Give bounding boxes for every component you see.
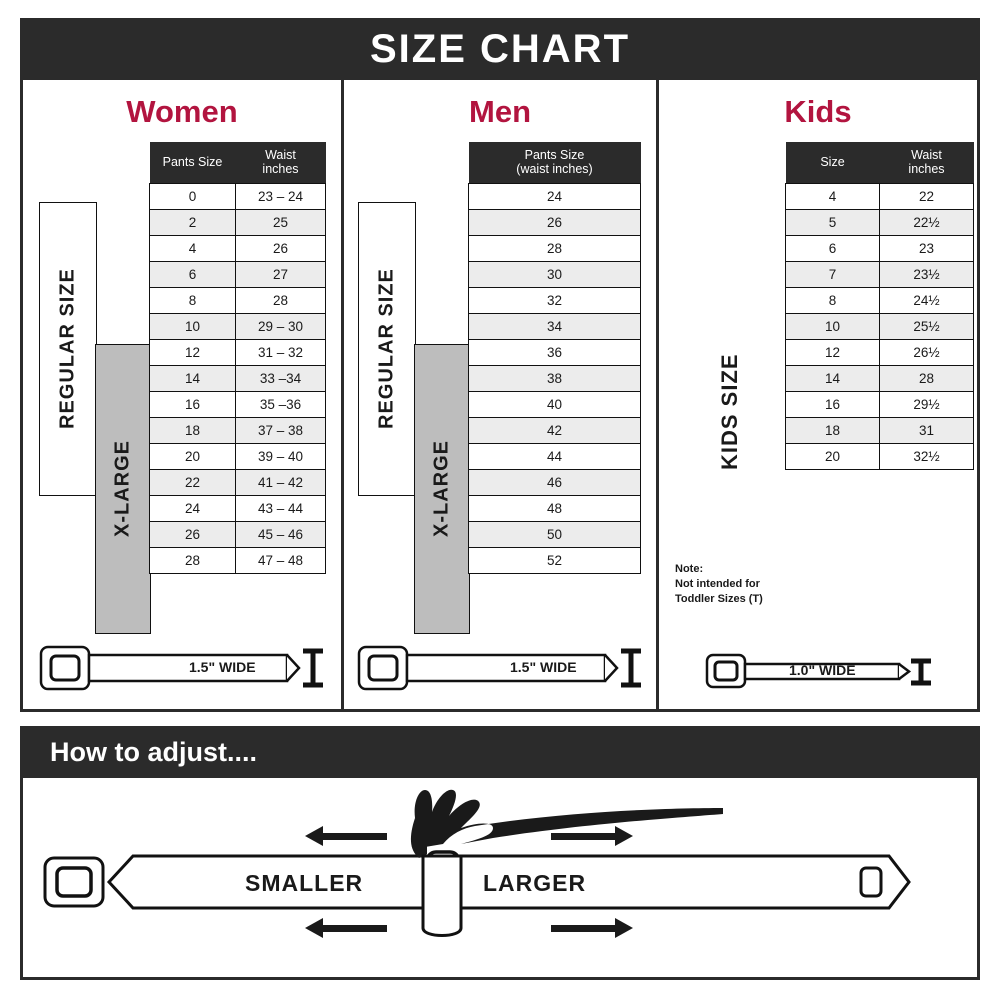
table-cell: 20 bbox=[786, 443, 880, 469]
panel-kids bbox=[659, 80, 977, 709]
table-cell: 31 – 32 bbox=[236, 339, 326, 365]
table-row bbox=[150, 287, 326, 313]
table-cell: 29½ bbox=[880, 391, 974, 417]
table-row bbox=[469, 261, 641, 287]
table-men bbox=[468, 142, 641, 574]
table-cell: 4 bbox=[150, 235, 236, 261]
table-row bbox=[786, 443, 974, 469]
adjust-larger-label: LARGER bbox=[483, 870, 587, 896]
table-row bbox=[469, 547, 641, 573]
table-women bbox=[149, 142, 326, 574]
table-cell: 4 bbox=[786, 183, 880, 209]
table-cell: 26 bbox=[469, 209, 641, 235]
table-cell: 22 bbox=[880, 183, 974, 209]
table-row bbox=[469, 339, 641, 365]
table-header-row bbox=[150, 142, 326, 183]
table-row bbox=[786, 391, 974, 417]
table-cell: 25½ bbox=[880, 313, 974, 339]
table-cell: 26½ bbox=[880, 339, 974, 365]
table-cell: 28 bbox=[150, 547, 236, 573]
table-cell: 16 bbox=[786, 391, 880, 417]
how-to-adjust-bar bbox=[20, 726, 980, 778]
col-header-size: Size bbox=[786, 142, 880, 183]
table-cell: 8 bbox=[786, 287, 880, 313]
table-cell: 22 bbox=[150, 469, 236, 495]
belt-width-diagram-women bbox=[23, 637, 341, 697]
table-row bbox=[786, 209, 974, 235]
table-cell: 35 –36 bbox=[236, 391, 326, 417]
table-cell: 23½ bbox=[880, 261, 974, 287]
table-row bbox=[150, 183, 326, 209]
table-cell: 36 bbox=[469, 339, 641, 365]
table-cell: 39 – 40 bbox=[236, 443, 326, 469]
table-cell: 43 – 44 bbox=[236, 495, 326, 521]
belt-graphic-women bbox=[37, 637, 327, 697]
table-cell: 7 bbox=[786, 261, 880, 287]
table-cell: 28 bbox=[469, 235, 641, 261]
col-header-pants-size: Pants Size bbox=[150, 142, 236, 183]
table-header-row bbox=[786, 142, 974, 183]
table-cell: 26 bbox=[150, 521, 236, 547]
table-row bbox=[150, 391, 326, 417]
belt-width-diagram-men bbox=[344, 637, 656, 697]
size-panels bbox=[20, 80, 980, 712]
belt-width-label-women: 1.5" WIDE bbox=[189, 659, 256, 675]
table-row bbox=[150, 469, 326, 495]
table-cell: 27 bbox=[236, 261, 326, 287]
kids-size-label: KIDS SIZE bbox=[703, 292, 757, 532]
table-cell: 14 bbox=[150, 365, 236, 391]
table-cell: 24 bbox=[469, 183, 641, 209]
table-cell: 18 bbox=[786, 417, 880, 443]
table-cell: 8 bbox=[150, 287, 236, 313]
table-cell: 50 bbox=[469, 521, 641, 547]
table-cell: 26 bbox=[236, 235, 326, 261]
table-cell: 10 bbox=[786, 313, 880, 339]
belt-width-label-kids: 1.0" WIDE bbox=[789, 662, 856, 678]
table-cell: 0 bbox=[150, 183, 236, 209]
kids-note: Note: Not intended for Toddler Sizes (T) bbox=[675, 563, 763, 605]
table-row bbox=[150, 521, 326, 547]
table-cell: 48 bbox=[469, 495, 641, 521]
table-cell: 12 bbox=[150, 339, 236, 365]
table-cell: 16 bbox=[150, 391, 236, 417]
table-cell: 14 bbox=[786, 365, 880, 391]
table-row bbox=[150, 313, 326, 339]
how-to-adjust-heading: How to adjust.... bbox=[50, 736, 257, 767]
panel-men bbox=[341, 80, 659, 709]
table-row bbox=[469, 287, 641, 313]
table-cell: 6 bbox=[150, 261, 236, 287]
table-row bbox=[786, 287, 974, 313]
table-cell: 30 bbox=[469, 261, 641, 287]
table-cell: 32 bbox=[469, 287, 641, 313]
panel-women bbox=[23, 80, 341, 709]
adjust-smaller-label: SMALLER bbox=[245, 870, 364, 896]
table-cell: 47 – 48 bbox=[236, 547, 326, 573]
table-row bbox=[469, 209, 641, 235]
women-xlarge-label: X-LARGE bbox=[95, 344, 151, 634]
page-title-bar bbox=[20, 18, 980, 80]
table-row bbox=[786, 417, 974, 443]
table-row bbox=[150, 417, 326, 443]
table-row bbox=[786, 261, 974, 287]
table-row bbox=[150, 235, 326, 261]
table-cell: 28 bbox=[236, 287, 326, 313]
table-row bbox=[469, 469, 641, 495]
table-row bbox=[469, 365, 641, 391]
table-row bbox=[786, 183, 974, 209]
table-body-kids bbox=[786, 183, 974, 469]
table-row bbox=[150, 365, 326, 391]
col-header-waist: Waist inches bbox=[236, 142, 326, 183]
table-row bbox=[469, 391, 641, 417]
table-row bbox=[469, 521, 641, 547]
panel-heading-men: Men bbox=[469, 94, 531, 129]
women-regular-size-label: REGULAR SIZE bbox=[39, 202, 97, 496]
table-row bbox=[150, 443, 326, 469]
col-header-pants-size-waist: Pants Size (waist inches) bbox=[469, 142, 641, 183]
table-cell: 40 bbox=[469, 391, 641, 417]
table-cell: 25 bbox=[236, 209, 326, 235]
panel-heading-women: Women bbox=[126, 94, 238, 129]
table-cell: 23 – 24 bbox=[236, 183, 326, 209]
table-row bbox=[469, 443, 641, 469]
table-cell: 32½ bbox=[880, 443, 974, 469]
table-kids bbox=[785, 142, 974, 470]
table-cell: 23 bbox=[880, 235, 974, 261]
table-cell: 2 bbox=[150, 209, 236, 235]
table-cell: 31 bbox=[880, 417, 974, 443]
table-cell: 18 bbox=[150, 417, 236, 443]
table-cell: 42 bbox=[469, 417, 641, 443]
col-header-waist: Waist inches bbox=[880, 142, 974, 183]
table-cell: 41 – 42 bbox=[236, 469, 326, 495]
table-cell: 45 – 46 bbox=[236, 521, 326, 547]
how-to-adjust-area bbox=[20, 778, 980, 980]
table-row bbox=[150, 339, 326, 365]
table-cell: 46 bbox=[469, 469, 641, 495]
men-regular-size-label: REGULAR SIZE bbox=[358, 202, 416, 496]
table-header-row bbox=[469, 142, 641, 183]
table-row bbox=[786, 365, 974, 391]
table-body-women bbox=[150, 183, 326, 573]
table-row bbox=[786, 235, 974, 261]
table-cell: 10 bbox=[150, 313, 236, 339]
table-body-men bbox=[469, 183, 641, 573]
table-row bbox=[469, 183, 641, 209]
table-cell: 22½ bbox=[880, 209, 974, 235]
table-cell: 24½ bbox=[880, 287, 974, 313]
table-row bbox=[469, 495, 641, 521]
table-row bbox=[469, 313, 641, 339]
belt-width-label-men: 1.5" WIDE bbox=[510, 659, 577, 675]
table-cell: 52 bbox=[469, 547, 641, 573]
men-xlarge-label: X-LARGE bbox=[414, 344, 470, 634]
table-cell: 44 bbox=[469, 443, 641, 469]
table-cell: 20 bbox=[150, 443, 236, 469]
table-cell: 38 bbox=[469, 365, 641, 391]
table-cell: 33 –34 bbox=[236, 365, 326, 391]
page-title: SIZE CHART bbox=[370, 26, 630, 71]
table-row bbox=[150, 261, 326, 287]
table-row bbox=[150, 547, 326, 573]
table-row bbox=[786, 339, 974, 365]
table-cell: 37 – 38 bbox=[236, 417, 326, 443]
table-row bbox=[786, 313, 974, 339]
table-cell: 6 bbox=[786, 235, 880, 261]
table-row bbox=[150, 209, 326, 235]
table-row bbox=[469, 417, 641, 443]
panel-heading-kids: Kids bbox=[784, 94, 852, 129]
table-cell: 5 bbox=[786, 209, 880, 235]
table-cell: 34 bbox=[469, 313, 641, 339]
belt-width-diagram-kids bbox=[659, 643, 977, 697]
table-cell: 28 bbox=[880, 365, 974, 391]
table-row bbox=[469, 235, 641, 261]
table-cell: 24 bbox=[150, 495, 236, 521]
table-cell: 29 – 30 bbox=[236, 313, 326, 339]
table-row bbox=[150, 495, 326, 521]
belt-graphic-men bbox=[355, 637, 645, 697]
table-cell: 12 bbox=[786, 339, 880, 365]
